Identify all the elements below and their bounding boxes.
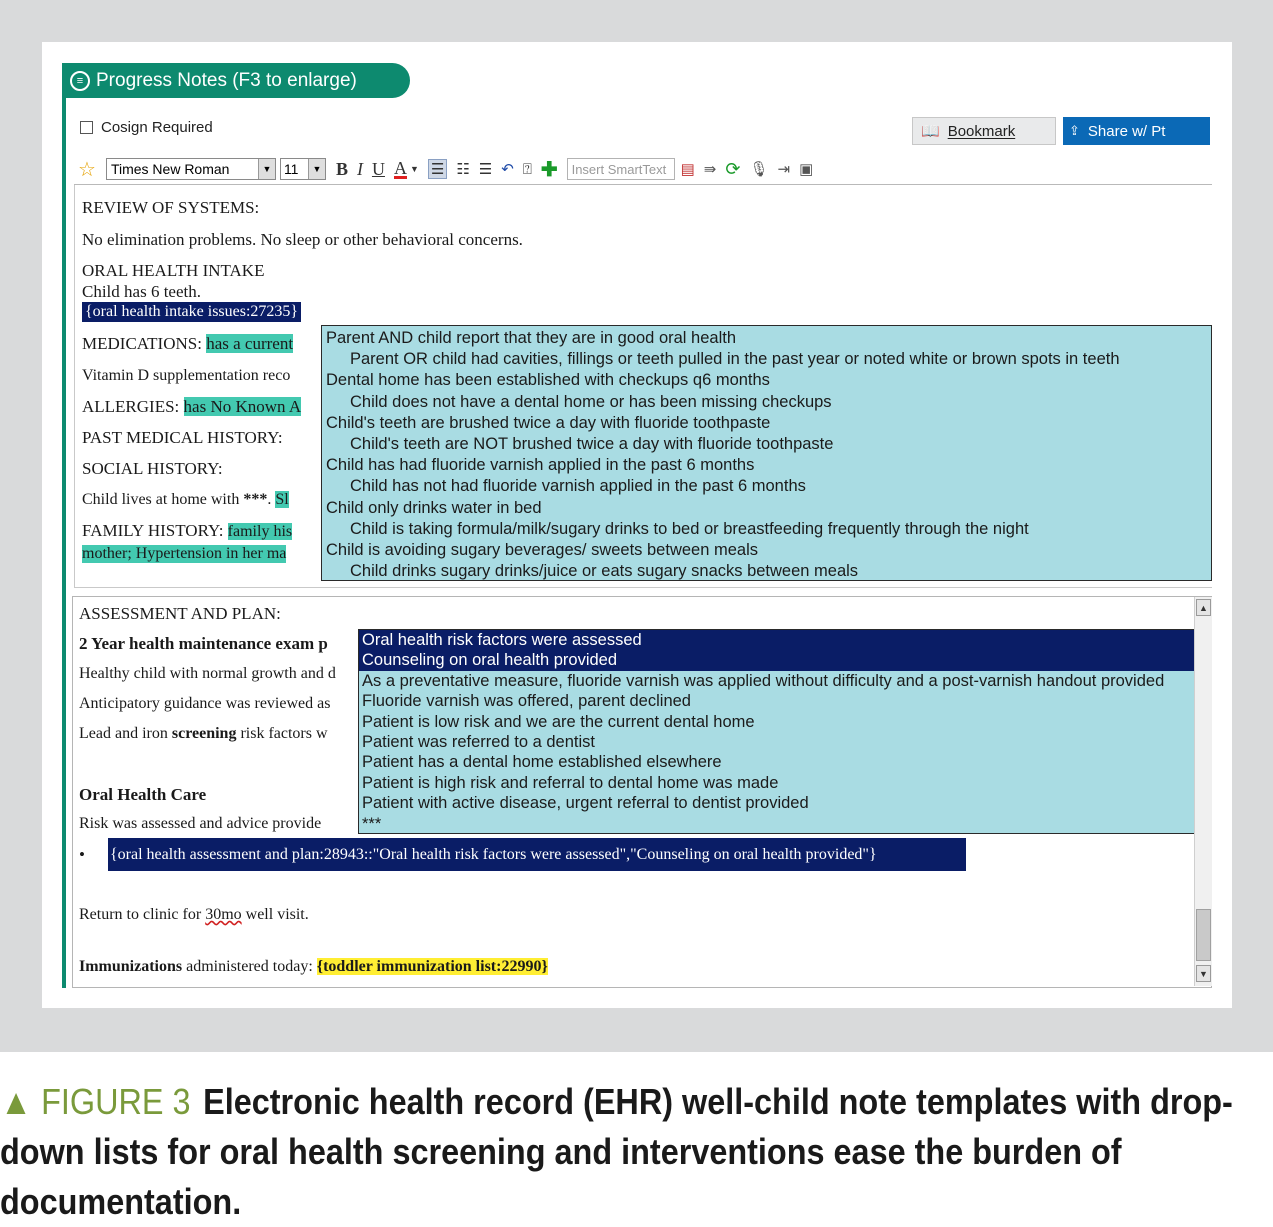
intake-option[interactable]: Child's teeth are NOT brushed twice a day with fluoride toothpaste: [350, 434, 834, 453]
plan-option[interactable]: Patient was referred to a dentist: [362, 732, 595, 751]
chevron-down-icon[interactable]: ▼: [258, 159, 275, 179]
intake-option[interactable]: Child only drinks water in bed: [326, 498, 542, 517]
figure-label: FIGURE 3: [41, 1081, 191, 1122]
immunizations-line: [79, 958, 548, 976]
progress-notes-tab[interactable]: [62, 63, 410, 98]
ros-text: No elimination problems. No sleep or other behavioral concerns.: [82, 230, 523, 249]
intake-option[interactable]: Parent OR child had cavities, fillings or teeth pulled in the past year or noted white or brown spots in teeth: [350, 350, 1120, 369]
intake-option[interactable]: Child drinks sugary drinks/juice or eats sugary snacks between meals: [350, 562, 859, 581]
underline-button[interactable]: U: [371, 158, 385, 179]
font-size-select[interactable]: [280, 158, 326, 180]
vitamin-d-text: Vitamin D supplementation reco: [82, 367, 291, 384]
header-accent-bar: [62, 96, 66, 988]
vertical-scrollbar[interactable]: [1194, 597, 1212, 986]
share-label: Share w/ Pt: [1087, 122, 1166, 140]
guidance-text: Anticipatory guidance was reviewed as: [79, 695, 331, 712]
bookmark-button[interactable]: [912, 117, 1056, 145]
numbered-list-icon[interactable]: ☰: [478, 161, 493, 178]
bold-button[interactable]: B: [335, 158, 348, 179]
intake-option[interactable]: Child's teeth are brushed twice a day with fluoride toothpaste: [326, 413, 771, 432]
smarttext-input[interactable]: Insert SmartText: [567, 158, 675, 180]
teeth-count-text: Child has 6 teeth.: [82, 282, 201, 301]
window-title: Progress Notes (F3 to enlarge): [96, 69, 357, 91]
scroll-down-icon[interactable]: ▼: [1196, 965, 1211, 982]
allergies-value: has No Known A: [183, 397, 302, 416]
bookmark-label: Bookmark: [947, 122, 1016, 140]
intake-option[interactable]: Child is avoiding sugary beverages/ sweets between meals: [326, 540, 758, 559]
lead-bold: screening: [171, 725, 237, 742]
plan-option[interactable]: Patient with active disease, urgent referral to dentist provided: [362, 794, 809, 813]
lives-prefix: Child lives at home with: [82, 491, 244, 508]
family-history-label: FAMILY HISTORY:: [82, 521, 228, 540]
cosign-checkbox[interactable]: [80, 121, 93, 134]
plan-option[interactable]: Patient has a dental home established elsewhere: [362, 753, 722, 772]
medications-value: has a current: [206, 334, 294, 353]
intake-option[interactable]: Child has not had fluoride varnish applied in the past 6 months: [350, 477, 806, 496]
patient-icon[interactable]: ▣: [799, 161, 814, 178]
figure-caption: [0, 1077, 1260, 1227]
intake-option[interactable]: Dental home has been established with checkups q6 months: [326, 371, 770, 390]
notes-icon: ≡: [70, 71, 90, 91]
allergies-line: [82, 397, 301, 417]
lives-sep: .: [267, 491, 276, 508]
return-suffix: well visit.: [241, 906, 309, 923]
align-left-icon[interactable]: ☰: [428, 159, 447, 179]
assessment-smartlist-selected[interactable]: {oral health assessment and plan:28943::"Oral health risk factors were assessed","Counseling on oral health provided"}: [108, 838, 966, 871]
ros-heading: REVIEW OF SYSTEMS:: [82, 198, 260, 217]
smartlink-icon[interactable]: ▤: [680, 161, 695, 178]
plan-option[interactable]: Patient is low risk and we are the current dental home: [362, 712, 755, 731]
oral-health-heading: ORAL HEALTH INTAKE: [82, 261, 265, 280]
allergies-label: ALLERGIES:: [82, 397, 184, 416]
family-history-line-2: mother; Hypertension in her ma: [82, 545, 287, 562]
insert-list-icon[interactable]: ⇛: [703, 161, 717, 178]
assessment-heading: ASSESSMENT AND PLAN:: [79, 604, 281, 623]
bullet: •: [79, 845, 85, 864]
share-icon: ⇪: [1069, 123, 1080, 138]
lead-iron-line: [79, 725, 328, 743]
font-family-select[interactable]: [106, 158, 276, 180]
insert-icon[interactable]: ⇥: [777, 161, 791, 178]
oral-intake-smartlist[interactable]: {oral health intake issues:27235}: [82, 302, 301, 322]
triangle-icon: ▲: [0, 1081, 33, 1122]
font-family-value: Times New Roman: [110, 161, 230, 177]
intake-option[interactable]: Child has had fluoride varnish applied in the past 6 months: [326, 456, 755, 475]
family-history-highlight: family his: [227, 523, 293, 540]
undo-icon[interactable]: ↶: [501, 161, 514, 178]
immunizations-bold: Immunizations: [79, 958, 183, 975]
bullet-list-icon[interactable]: ☷: [456, 161, 470, 178]
lives-at-home-line: [82, 491, 289, 509]
wildcard-stars[interactable]: ***: [243, 491, 268, 508]
healthy-child-text: Healthy child with normal growth and d: [79, 665, 336, 682]
intake-option[interactable]: Child does not have a dental home or has been missing checkups: [350, 392, 832, 411]
favorite-star-icon[interactable]: ☆: [78, 158, 96, 181]
medications-label: MEDICATIONS:: [82, 334, 207, 353]
share-with-patient-button[interactable]: [1063, 117, 1210, 145]
oral-health-care-heading: Oral Health Care: [79, 785, 207, 804]
social-history: SOCIAL HISTORY:: [82, 459, 223, 478]
font-size-value: 11: [283, 161, 299, 177]
plan-option[interactable]: As a preventative measure, fluoride varnish was applied without difficulty and a post-varnish handout provided: [362, 671, 1165, 690]
formatting-toolbar: [74, 154, 1212, 184]
cosign-label: Cosign Required: [101, 119, 213, 136]
chevron-down-icon[interactable]: ▼: [409, 164, 419, 174]
return-line: [79, 906, 309, 924]
book-icon: 📖: [921, 123, 940, 140]
chevron-down-icon[interactable]: ▼: [308, 159, 325, 179]
lives-highlight: Sl: [275, 491, 289, 508]
lead-suffix: risk factors w: [236, 725, 328, 742]
add-icon[interactable]: ✚: [540, 158, 558, 181]
exam-title: 2 Year health maintenance exam p: [79, 634, 328, 653]
return-prefix: Return to clinic for: [79, 906, 206, 923]
font-color-button[interactable]: A: [393, 157, 407, 178]
microphone-icon[interactable]: 🎙: [749, 161, 769, 178]
help-icon[interactable]: ⍰: [522, 160, 532, 178]
oral-intake-dropdown[interactable]: [321, 325, 1212, 581]
past-medical-history: PAST MEDICAL HISTORY:: [82, 428, 283, 447]
return-underlined: 30mo: [205, 906, 242, 923]
intake-option[interactable]: Child is taking formula/milk/sugary drinks to bed or breastfeeding frequently through the night: [350, 519, 1029, 538]
immunizations-text: administered today:: [182, 958, 317, 975]
plan-option[interactable]: ***: [362, 814, 382, 833]
risk-assessed-text: Risk was assessed and advice provide: [79, 815, 322, 832]
immunization-smartlist[interactable]: {toddler immunization list:22990}: [316, 958, 548, 975]
refresh-icon[interactable]: ⟳: [725, 158, 741, 179]
plan-option[interactable]: Counseling on oral health provided: [359, 650, 1211, 670]
lead-prefix: Lead and iron: [79, 725, 172, 742]
scroll-up-icon[interactable]: ▲: [1196, 599, 1211, 616]
medications-line: [82, 334, 293, 354]
family-history-line: [82, 521, 292, 541]
intake-option[interactable]: Parent AND child report that they are in good oral health: [326, 329, 736, 347]
plan-option[interactable]: Patient is high risk and referral to dental home was made: [362, 773, 779, 792]
assessment-plan-dropdown[interactable]: [358, 629, 1212, 834]
plan-option[interactable]: Oral health risk factors were assessed: [359, 630, 1211, 650]
scrollbar-thumb[interactable]: [1196, 909, 1211, 961]
caption-text: Electronic health record (EHR) well-child note templates with drop-down lists for oral health screening and interventions ease the burden of documentation.: [0, 1081, 1233, 1222]
cosign-checkbox-row[interactable]: [80, 119, 213, 136]
plan-option[interactable]: Fluoride varnish was offered, parent declined: [362, 692, 691, 711]
italic-button[interactable]: I: [356, 158, 363, 179]
